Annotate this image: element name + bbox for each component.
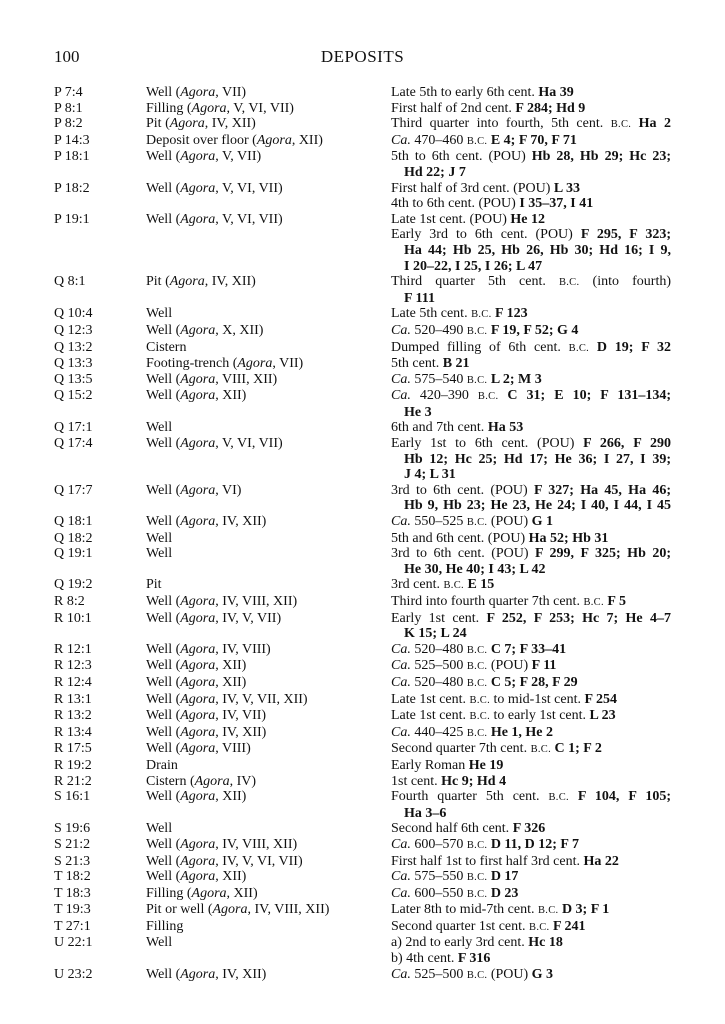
- deposit-date-and-contents: [391, 675, 671, 692]
- deposit-type: Cistern (Agora, IV): [146, 773, 257, 789]
- date-line: Ca. 550–525 B.C. (POU) G 1: [391, 514, 554, 530]
- table-row: [0, 642, 725, 659]
- deposit-date-and-contents: [391, 869, 671, 886]
- deposit-date-and-contents: [391, 886, 671, 903]
- table-row: [0, 935, 725, 966]
- deposit-type: Well (Agora, IV, XII): [146, 966, 267, 982]
- deposit-code: Q 19:2: [54, 577, 93, 593]
- deposit-code: R 13:1: [54, 691, 92, 707]
- deposit-type: Well (Agora, V, VII): [146, 149, 262, 165]
- date-line: a) 2nd to early 3rd cent. Hc 18: [391, 935, 563, 951]
- deposit-date-and-contents: [391, 356, 671, 372]
- deposit-date-and-contents: [391, 902, 671, 919]
- deposit-code: R 12:4: [54, 674, 92, 690]
- deposit-date-and-contents: [391, 274, 671, 306]
- table-row: [0, 388, 725, 420]
- deposit-code: S 16:1: [54, 789, 91, 805]
- page-header: [0, 47, 725, 69]
- date-line: J 4; L 31: [404, 467, 456, 483]
- table-row: [0, 869, 725, 886]
- deposit-code: Q 13:5: [54, 371, 93, 387]
- deposit-code: R 12:3: [54, 658, 92, 674]
- deposit-code: Q 19:1: [54, 546, 93, 562]
- table-row: [0, 758, 725, 774]
- date-line: 5th to 6th cent. (POU) Hb 28, Hb 29; Hc 23;: [391, 149, 671, 165]
- deposit-date-and-contents: [391, 642, 671, 659]
- deposit-date-and-contents: [391, 420, 671, 436]
- deposit-date-and-contents: [391, 725, 671, 742]
- date-line: Early 1st cent. F 252, F 253; Hc 7; He 4–7: [391, 610, 671, 626]
- date-line: Late 1st cent. B.C. to mid-1st cent. F 254: [391, 691, 618, 707]
- deposit-date-and-contents: [391, 774, 671, 790]
- deposit-date-and-contents: [391, 611, 671, 642]
- table-row: [0, 658, 725, 675]
- deposit-type: Well (Agora, V, VI, VII): [146, 180, 283, 196]
- date-line: Second half 6th cent. F 326: [391, 821, 546, 837]
- deposit-code: R 17:5: [54, 741, 92, 757]
- deposit-date-and-contents: [391, 85, 671, 101]
- date-line: Ca. 520–480 B.C. C 7; F 33–41: [391, 641, 567, 657]
- deposit-code: R 13:2: [54, 708, 92, 724]
- date-line: I 20–22, I 25, I 26; L 47: [404, 258, 543, 274]
- table-row: [0, 514, 725, 531]
- deposit-type: Well (Agora, IV, VII): [146, 708, 267, 724]
- date-line: 4th to 6th cent. (POU) I 35–37, I 41: [391, 196, 594, 212]
- deposit-type: Well (Agora, V, VI, VII): [146, 211, 283, 227]
- deposit-date-and-contents: [391, 741, 671, 758]
- table-row: [0, 483, 725, 514]
- deposit-code: T 18:2: [54, 869, 91, 885]
- date-line: 6th and 7th cent. Ha 53: [391, 420, 524, 436]
- date-line: Ca. 520–490 B.C. F 19, F 52; G 4: [391, 322, 579, 338]
- date-line: He 3: [404, 404, 432, 420]
- deposit-code: Q 17:7: [54, 482, 93, 498]
- table-row: [0, 436, 725, 483]
- deposit-type: Drain: [146, 757, 178, 773]
- table-row: [0, 611, 725, 642]
- date-line: Ca. 600–570 B.C. D 11, D 12; F 7: [391, 836, 579, 852]
- date-line: Ca. 520–480 B.C. C 5; F 28, F 29: [391, 674, 578, 690]
- date-line: Ca. 470–460 B.C. E 4; F 70, F 71: [391, 132, 577, 148]
- table-row: [0, 594, 725, 611]
- deposit-date-and-contents: [391, 919, 671, 936]
- date-line: 3rd to 6th cent. (POU) F 327; Ha 45, Ha 46;: [391, 482, 672, 498]
- deposit-date-and-contents: [391, 708, 671, 725]
- date-line: 1st cent. Hc 9; Hd 4: [391, 773, 507, 789]
- table-row: [0, 323, 725, 340]
- deposit-date-and-contents: [391, 514, 671, 531]
- table-row: [0, 854, 725, 870]
- deposit-date-and-contents: [391, 594, 671, 611]
- date-line: 5th and 6th cent. (POU) Ha 52; Hb 31: [391, 530, 609, 546]
- table-row: [0, 919, 725, 936]
- deposit-date-and-contents: [391, 789, 671, 821]
- deposit-code: R 10:1: [54, 610, 92, 626]
- deposit-code: P 7:4: [54, 85, 83, 100]
- table-row: [0, 708, 725, 725]
- deposit-code: U 22:1: [54, 935, 93, 951]
- table-row: [0, 774, 725, 790]
- page-number: 100: [54, 47, 80, 66]
- deposit-code: P 8:2: [54, 116, 83, 132]
- table-row: [0, 340, 725, 357]
- date-line: Ca. 600–550 B.C. D 23: [391, 885, 519, 901]
- table-row: [0, 577, 725, 594]
- deposit-code: S 21:2: [54, 836, 91, 852]
- deposit-date-and-contents: [391, 340, 671, 357]
- deposit-code: T 27:1: [54, 918, 91, 934]
- table-row: [0, 133, 725, 150]
- deposit-date-and-contents: [391, 577, 671, 594]
- deposit-type: Well (Agora, XII): [146, 658, 247, 674]
- deposit-date-and-contents: [391, 531, 671, 547]
- table-row: [0, 101, 725, 117]
- deposit-type: Well (Agora, XII): [146, 869, 247, 885]
- deposit-type: Well (Agora, VIII, XII): [146, 371, 278, 387]
- deposit-date-and-contents: [391, 658, 671, 675]
- deposit-code: Q 15:2: [54, 388, 93, 404]
- deposit-type: Filling (Agora, V, VI, VII): [146, 100, 294, 116]
- date-line: Third quarter into fourth, 5th cent. B.C. Ha 2: [391, 116, 672, 132]
- deposit-type: Well (Agora, XII): [146, 789, 247, 805]
- deposit-date-and-contents: [391, 116, 671, 133]
- deposit-type: Well (Agora, IV, V, VII): [146, 610, 282, 626]
- deposit-code: Q 18:2: [54, 530, 93, 546]
- deposit-type: Well (Agora, X, XII): [146, 322, 264, 338]
- deposit-date-and-contents: [391, 181, 671, 212]
- table-row: [0, 741, 725, 758]
- deposit-type: Well: [146, 530, 173, 546]
- deposit-code: Q 17:1: [54, 420, 93, 436]
- deposit-date-and-contents: [391, 212, 671, 274]
- date-line: Later 8th to mid-7th cent. B.C. D 3; F 1: [391, 902, 610, 918]
- date-line: Hb 9, Hb 23; He 23, He 24; I 40, I 44, I 45: [404, 498, 671, 514]
- table-row: [0, 821, 725, 837]
- date-line: He 30, He 40; I 43; L 42: [404, 561, 546, 577]
- table-row: [0, 356, 725, 372]
- deposit-type: Well: [146, 935, 173, 951]
- table-row: [0, 85, 725, 101]
- table-row: [0, 149, 725, 180]
- deposit-date-and-contents: [391, 821, 671, 837]
- deposit-type: Well (Agora, XII): [146, 674, 247, 690]
- deposit-code: Q 18:1: [54, 514, 93, 530]
- date-line: Ca. 525–500 B.C. (POU) F 11: [391, 658, 557, 674]
- date-line: 5th cent. B 21: [391, 356, 470, 372]
- deposit-date-and-contents: [391, 935, 671, 966]
- date-line: Late 1st cent. B.C. to early 1st cent. L 23: [391, 708, 616, 724]
- deposit-date-and-contents: [391, 758, 671, 774]
- date-line: Second quarter 1st cent. B.C. F 241: [391, 918, 586, 934]
- deposit-type: Footing-trench (Agora, VII): [146, 356, 304, 372]
- deposit-code: P 19:1: [54, 211, 90, 227]
- deposit-type: Well: [146, 420, 173, 436]
- deposit-type: Well (Agora, IV, XII): [146, 724, 267, 740]
- date-line: Late 1st cent. (POU) He 12: [391, 211, 545, 227]
- deposit-type: Pit or well (Agora, IV, VIII, XII): [146, 902, 330, 918]
- deposit-type: Filling (Agora, XII): [146, 885, 258, 901]
- page-title: DEPOSITS: [320, 47, 405, 66]
- deposit-type: Well (Agora, IV, VIII, XII): [146, 594, 298, 609]
- deposit-code: T 18:3: [54, 885, 91, 901]
- date-line: Ca. 525–500 B.C. (POU) G 3: [391, 966, 554, 982]
- table-row: [0, 967, 725, 984]
- deposit-date-and-contents: [391, 372, 671, 389]
- table-row: [0, 181, 725, 212]
- deposit-code: R 13:4: [54, 724, 92, 740]
- date-line: Hb 12; Hc 25; Hd 17; He 36; I 27, I 39;: [404, 451, 671, 467]
- deposit-date-and-contents: [391, 101, 671, 117]
- date-line: Ca. 420–390 B.C. C 31; E 10; F 131–134;: [391, 388, 672, 404]
- deposit-code: Q 12:3: [54, 322, 93, 338]
- date-line: b) 4th cent. F 316: [391, 951, 491, 967]
- table-row: [0, 306, 725, 323]
- deposit-type: Well: [146, 546, 173, 562]
- deposit-type: Pit: [146, 577, 162, 593]
- date-line: Early 1st to 6th cent. (POU) F 266, F 290: [391, 436, 671, 452]
- table-row: [0, 274, 725, 306]
- date-line: Third into fourth quarter 7th cent. B.C. F 5: [391, 594, 626, 609]
- table-row: [0, 212, 725, 274]
- deposit-type: Cistern: [146, 339, 187, 355]
- deposit-date-and-contents: [391, 388, 671, 420]
- table-row: [0, 531, 725, 547]
- deposit-code: P 8:1: [54, 100, 83, 116]
- table-row: [0, 837, 725, 854]
- date-line: First half of 3rd cent. (POU) L 33: [391, 180, 580, 196]
- deposit-date-and-contents: [391, 323, 671, 340]
- deposit-type: Well (Agora, XII): [146, 388, 247, 404]
- date-line: Ca. 575–550 B.C. D 17: [391, 869, 519, 885]
- date-line: F 111: [404, 290, 435, 306]
- date-line: Ca. 575–540 B.C. L 2; M 3: [391, 371, 542, 387]
- table-row: [0, 692, 725, 709]
- deposit-type: Well (Agora, IV, VIII): [146, 641, 271, 657]
- deposit-code: R 19:2: [54, 757, 92, 773]
- date-line: Second quarter 7th cent. B.C. C 1; F 2: [391, 741, 602, 757]
- table-row: [0, 420, 725, 436]
- deposit-type: Pit (Agora, IV, XII): [146, 116, 256, 132]
- date-line: Late 5th to early 6th cent. Ha 39: [391, 85, 574, 100]
- table-row: [0, 372, 725, 389]
- deposit-type: Deposit over floor (Agora, XII): [146, 132, 323, 148]
- date-line: Dumped filling of 6th cent. B.C. D 19; F 32: [391, 339, 671, 355]
- deposit-code: Q 13:2: [54, 339, 93, 355]
- deposit-type: Well (Agora, VI): [146, 482, 242, 498]
- table-row: [0, 675, 725, 692]
- deposit-date-and-contents: [391, 967, 671, 984]
- deposit-date-and-contents: [391, 306, 671, 323]
- deposit-type: Well (Agora, IV, XII): [146, 514, 267, 530]
- date-line: Early 3rd to 6th cent. (POU) F 295, F 323;: [391, 227, 671, 243]
- deposit-code: Q 8:1: [54, 274, 86, 290]
- table-row: [0, 886, 725, 903]
- deposit-code: S 19:6: [54, 821, 91, 837]
- deposit-code: R 8:2: [54, 594, 85, 609]
- date-line: 3rd to 6th cent. (POU) F 299, F 325; Hb 20;: [391, 546, 671, 562]
- deposit-code: P 18:1: [54, 149, 90, 165]
- deposit-code: P 14:3: [54, 132, 90, 148]
- deposit-code: Q 10:4: [54, 306, 93, 322]
- date-line: Fourth quarter 5th cent. B.C. F 104, F 105;: [391, 789, 672, 805]
- date-line: Late 5th cent. B.C. F 123: [391, 306, 528, 322]
- deposit-type: Pit (Agora, IV, XII): [146, 274, 256, 290]
- table-row: [0, 546, 725, 577]
- table-row: [0, 789, 725, 821]
- date-line: Ha 44; Hb 25, Hb 26, Hb 30; Hd 16; I 9,: [404, 242, 671, 258]
- deposit-date-and-contents: [391, 837, 671, 854]
- date-line: First half 1st to first half 3rd cent. Ha 22: [391, 853, 619, 869]
- deposit-type: Well (Agora, VIII): [146, 741, 251, 757]
- deposit-date-and-contents: [391, 149, 671, 180]
- deposit-date-and-contents: [391, 546, 671, 577]
- deposit-date-and-contents: [391, 483, 671, 514]
- table-row: [0, 725, 725, 742]
- deposit-type: Well (Agora, IV, VIII, XII): [146, 836, 298, 852]
- deposit-code: T 19:3: [54, 902, 91, 918]
- deposit-code: P 18:2: [54, 180, 90, 196]
- deposit-date-and-contents: [391, 436, 671, 483]
- deposit-type: Well (Agora, IV, V, VII, XII): [146, 691, 308, 707]
- deposit-type: Well: [146, 821, 173, 837]
- deposit-date-and-contents: [391, 133, 671, 150]
- date-line: Ha 3–6: [404, 805, 447, 821]
- deposit-code: U 23:2: [54, 966, 93, 982]
- deposit-date-and-contents: [391, 854, 671, 870]
- deposit-code: Q 13:3: [54, 356, 93, 372]
- date-line: Hd 22; J 7: [404, 164, 466, 180]
- deposit-code: Q 17:4: [54, 436, 93, 452]
- deposit-type: Well (Agora, IV, V, VI, VII): [146, 853, 303, 869]
- date-line: Ca. 440–425 B.C. He 1, He 2: [391, 724, 554, 740]
- deposit-type: Well (Agora, V, VI, VII): [146, 436, 283, 452]
- table-row: [0, 902, 725, 919]
- deposit-type: Filling: [146, 918, 184, 934]
- table-row: [0, 116, 725, 133]
- date-line: Third quarter 5th cent. B.C. (into fourth): [391, 274, 671, 290]
- date-line: K 15; L 24: [404, 626, 467, 642]
- deposit-type: Well: [146, 306, 173, 322]
- deposits-table: [0, 85, 725, 983]
- deposit-code: R 21:2: [54, 773, 92, 789]
- deposit-code: R 12:1: [54, 641, 92, 657]
- deposit-type: Well (Agora, VII): [146, 85, 247, 100]
- deposit-code: S 21:3: [54, 853, 91, 869]
- date-line: Early Roman He 19: [391, 757, 504, 773]
- date-line: First half of 2nd cent. F 284; Hd 9: [391, 100, 586, 116]
- deposit-date-and-contents: [391, 692, 671, 709]
- date-line: 3rd cent. B.C. E 15: [391, 577, 495, 593]
